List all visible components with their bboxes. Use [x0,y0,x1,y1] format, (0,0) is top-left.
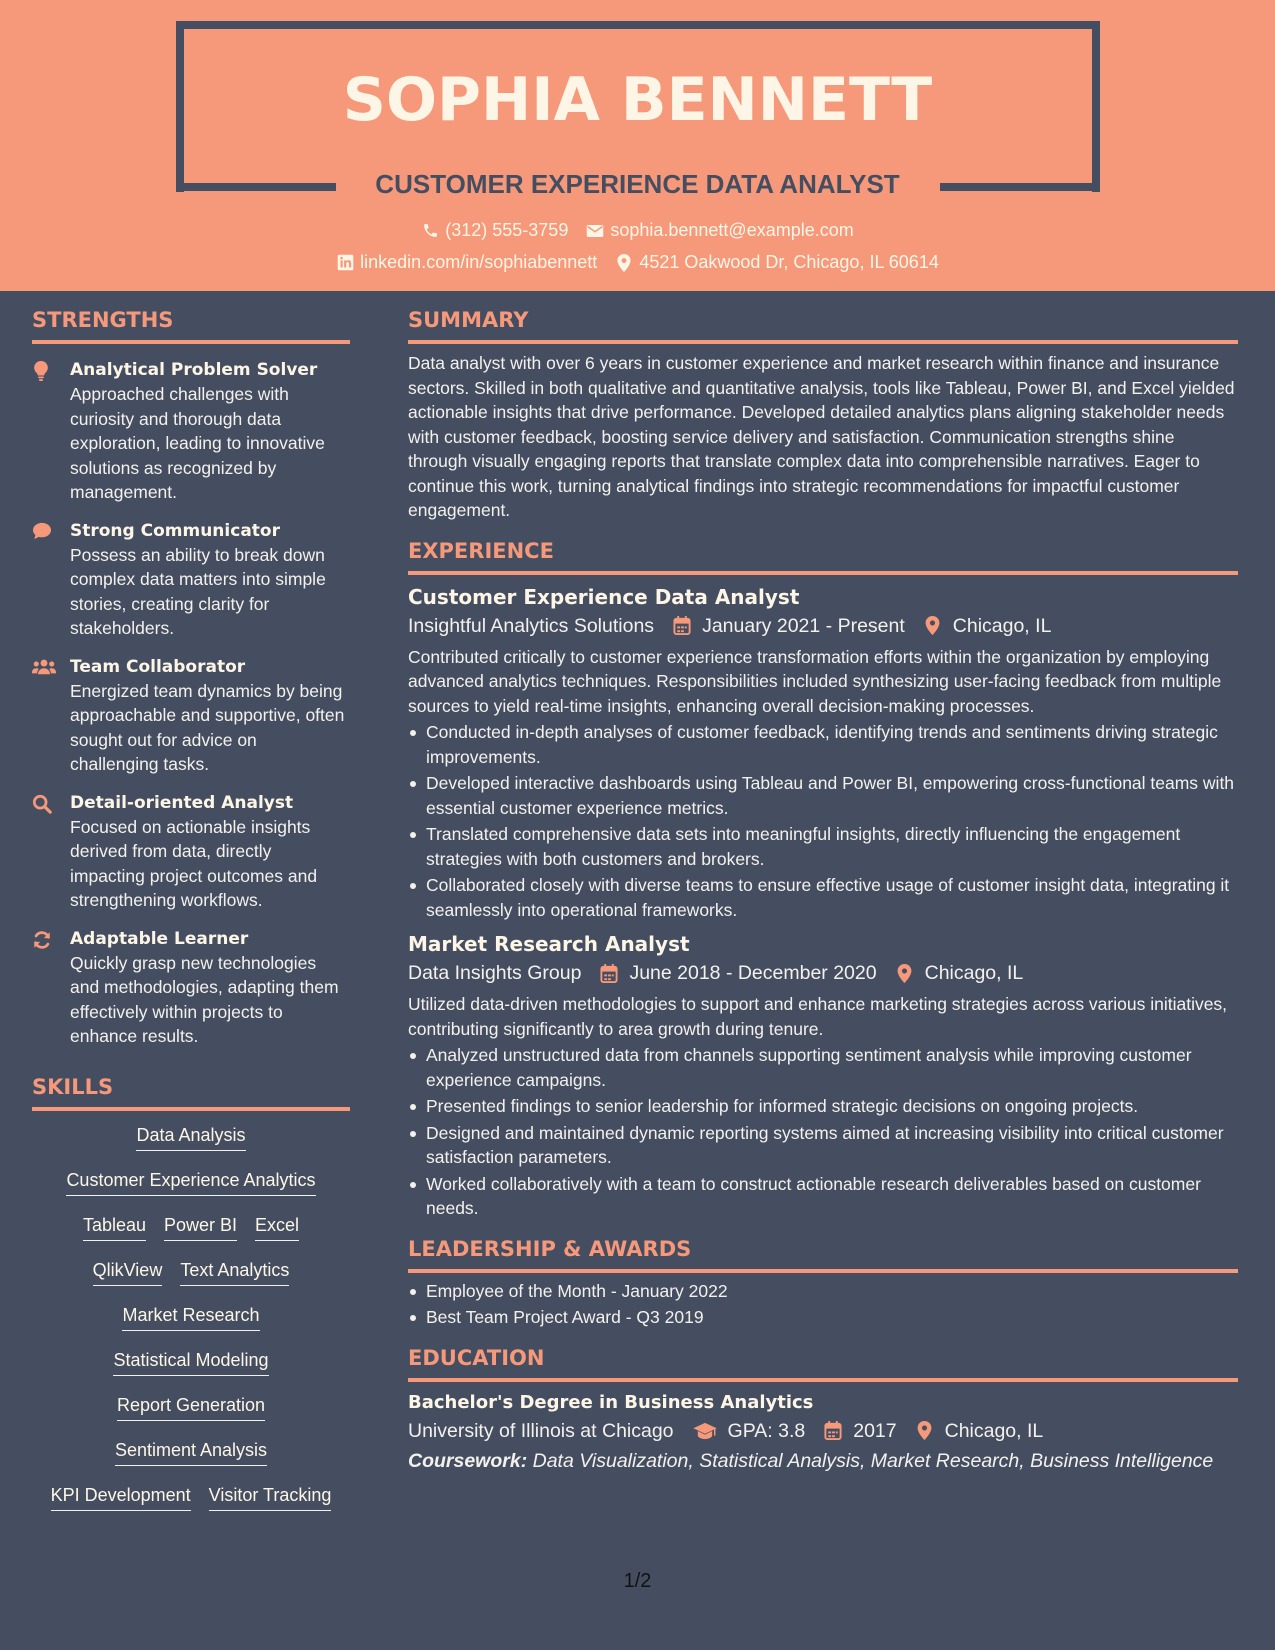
skill-tag: Data Analysis [136,1123,245,1151]
email-text: sophia.bennett@example.com [610,220,854,240]
skill-row [32,1213,350,1258]
job-bullet: Presented findings to senior leadership for informed strategic decisions on ongoing projects. [408,1094,1238,1119]
job-bullet: Worked collaboratively with a team to construct actionable research deliverables based on customer needs. [408,1172,1238,1221]
job-company: Insightful Analytics Solutions [408,614,655,637]
skill-tag: Text Analytics [180,1258,289,1286]
job-location: Chicago, IL [924,962,1024,984]
map-pin-icon [615,254,633,272]
strength-desc: Quickly grasp new technologies and methodologies, adapting them effectively within projects to enhance results. [70,952,339,1046]
skill-row [32,1483,350,1528]
right-column [408,306,1238,1476]
skill-row [32,1438,350,1483]
contact-linkedin[interactable] [336,252,597,273]
phone-text: (312) 555-3759 [445,220,569,240]
strength-desc: Energized team dynamics by being approachable and supportive, often sought out for advice on challenging tasks. [70,680,345,774]
experience-section [408,537,1238,1221]
strength-item [32,927,350,1049]
map-pin-icon [923,616,943,636]
school-location: Chicago, IL [944,1419,1044,1442]
summary-heading: SUMMARY [408,308,529,332]
job-bullet: Conducted in-depth analyses of customer feedback, identifying trends and sentiments driving strategic improvements. [408,720,1238,769]
job-location: Chicago, IL [952,614,1052,637]
linkedin-text: linkedin.com/in/sophiabennett [360,252,598,272]
refresh-icon [32,927,70,1049]
summary-divider [408,340,1238,344]
lightbulb-icon [32,358,70,505]
experience-heading: EXPERIENCE [408,538,554,563]
contact-address [615,252,939,273]
linkedin-icon [336,254,354,272]
skill-tag: Visitor Tracking [209,1483,332,1511]
envelope-icon [586,222,604,240]
strength-title: Team Collaborator [70,656,246,677]
skills-list [32,1123,350,1528]
skill-row [32,1168,350,1213]
strength-item [32,358,350,505]
job-company: Data Insights Group [408,962,582,984]
award-item: Employee of the Month - January 2022 [408,1279,1238,1304]
skill-tag: KPI Development [51,1483,191,1511]
strength-desc: Possess an ability to break down complex data matters into simple stories, creating clarity for stakeholders. [70,544,326,638]
job-bullet: Developed interactive dashboards using Tableau and Power BI, empowering cross-functional teams with essential customer experience metrics. [408,771,1238,820]
summary-text: Data analyst with over 6 years in customer experience and market research within finance and insurance sectors. Skilled in both qualitative and quantitative analysis, tools like Tableau, Power BI, and Excel yielded actionable insights that drive performance. Developed detailed analytics plans aligning stakeholder needs with customer feedback, boosting service delivery and satisfaction. Communication strengths shine through visually engaging reports that translate complex data into comprehensible narratives. Eager to continue this work, turning analytical findings into strategic recommendations for impactful customer engagement. [408,353,1235,520]
graduation-year: 2017 [853,1419,897,1442]
job-title: Customer Experience Data Analyst [408,584,800,609]
strength-title: Detail-oriented Analyst [70,792,294,813]
strength-title: Strong Communicator [70,520,280,541]
skill-tag: Statistical Modeling [113,1348,268,1376]
address-text: 4521 Oakwood Dr, Chicago, IL 60614 [639,252,939,272]
strength-title: Analytical Problem Solver [70,360,318,380]
job-bullets [408,1043,1238,1221]
phone-icon [421,222,439,240]
skill-tag: Report Generation [117,1393,265,1421]
job-dates: June 2018 - December 2020 [629,962,877,984]
skill-tag: Power BI [164,1213,237,1241]
awards-list [408,1279,1238,1330]
calendar-icon [672,616,692,636]
skills-divider [32,1107,350,1111]
job-meta [408,611,1238,641]
skill-tag: Sentiment Analysis [115,1438,267,1466]
job-bullet: Analyzed unstructured data from channels supporting sentiment analysis while improving customer experience campaigns. [408,1043,1238,1092]
calendar-icon [599,963,619,983]
graduation-cap-icon [692,1421,718,1441]
awards-heading: LEADERSHIP & AWARDS [408,1236,692,1261]
skill-row [32,1123,350,1168]
job-bullet: Designed and maintained dynamic reporting systems aimed at increasing visibility into critical customer satisfaction parameters. [408,1121,1238,1170]
map-pin-icon [895,963,915,983]
left-column [32,306,350,1528]
awards-section [408,1235,1238,1330]
strengths-heading: STRENGTHS [32,308,174,332]
education-divider [408,1378,1238,1382]
skill-tag: Customer Experience Analytics [66,1168,315,1196]
education-section [408,1344,1238,1476]
contact-email[interactable] [586,220,853,241]
skill-tag: Market Research [122,1303,259,1331]
team-icon [32,655,70,777]
candidate-title: CUSTOMER EXPERIENCE DATA ANALYST [375,169,900,199]
contact-phone[interactable] [421,220,568,241]
degree-title: Bachelor's Degree in Business Analytics [408,1391,814,1413]
strengths-divider [32,340,350,344]
coursework-list: Data Visualization, Statistical Analysis, Market Research, Business Intelligence [532,1449,1214,1472]
strength-desc: Focused on actionable insights derived from data, directly impacting project outcomes and strengthening workflows. [70,816,318,910]
contact-row-2 [0,252,1275,273]
school-name: University of Illinois at Chicago [408,1419,674,1442]
experience-divider [408,571,1238,575]
calendar-icon [823,1421,843,1441]
job-dates: January 2021 - Present [702,614,905,637]
gpa-text: GPA: 3.8 [727,1419,806,1442]
strength-title: Adaptable Learner [70,928,249,949]
map-pin-icon [915,1421,935,1441]
skills-heading: SKILLS [32,1074,114,1099]
speech-bubble-icon [32,519,70,641]
magnifier-icon [32,791,70,913]
skill-row [32,1393,350,1438]
strength-item [32,655,350,777]
education-heading: EDUCATION [408,1345,545,1370]
job-bullet: Translated comprehensive data sets into meaningful insights, directly influencing the engagement strategies with both customers and brokers. [408,822,1238,871]
job-meta [408,958,1238,988]
education-meta [408,1416,1238,1446]
resume-header [0,0,1275,291]
strength-item [32,519,350,641]
skill-row [32,1348,350,1393]
skill-row [32,1258,350,1303]
awards-divider [408,1269,1238,1273]
award-item: Best Team Project Award - Q3 2019 [408,1305,1238,1330]
coursework-line [408,1446,1238,1476]
strength-item [32,791,350,913]
job-description: Contributed critically to customer experience transformation efforts within the organization by employing advanced analytics techniques. Responsibilities included synthesizing user-facing feedback from multiple sources to yield real-time insights, enhancing overall decision-making processes. [408,646,1222,716]
job-bullet: Collaborated closely with diverse teams to ensure effective usage of customer insight data, integrating it seamlessly into operational frameworks. [408,873,1238,922]
skill-row [32,1303,350,1348]
coursework-label: Coursework: [408,1449,528,1472]
contact-row-1 [0,220,1275,241]
job-description: Utilized data-driven methodologies to support and enhance marketing strategies across various initiatives, contributing significantly to area growth during tenure. [408,994,1228,1039]
skill-tag: Excel [255,1213,299,1241]
job-bullets [408,720,1238,922]
skill-tag: QlikView [93,1258,163,1286]
strength-desc: Approached challenges with curiosity and thorough data exploration, leading to innovative solutions as recognized by management. [70,384,325,502]
page-number: 1/2 [623,1570,652,1592]
job-title: Market Research Analyst [408,932,690,956]
skill-tag: Tableau [83,1213,146,1241]
candidate-name: SOPHIA BENNETT [342,65,933,135]
